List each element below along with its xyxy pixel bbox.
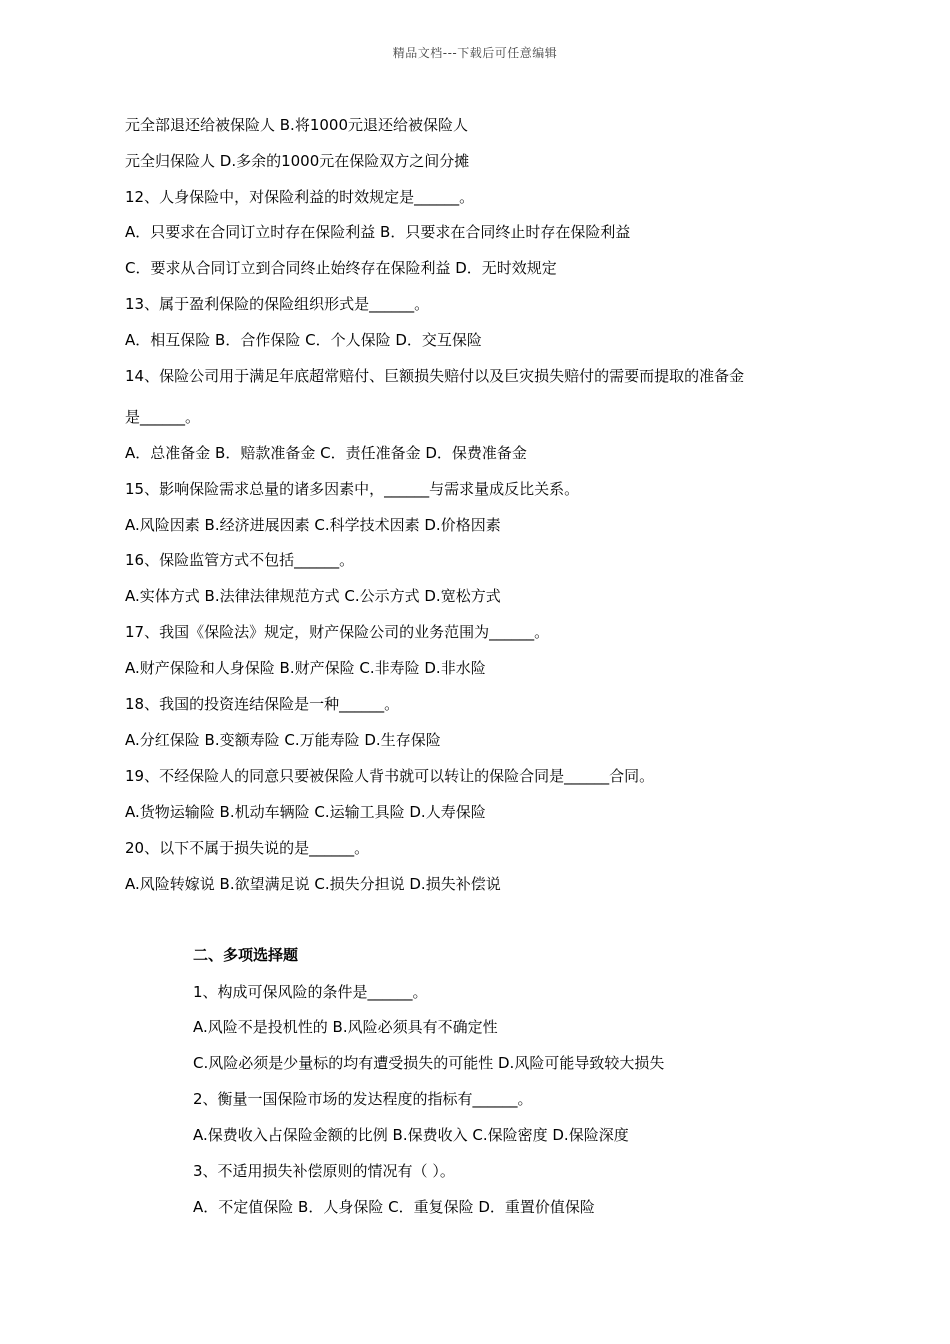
options-17: A.财产保险和人身保险 B.财产保险 C.非寿险 D.非水险 bbox=[125, 659, 486, 677]
question-16: 16、保险监管方式不包括______。 bbox=[125, 551, 355, 569]
mc-question-3: 3、不适用损失补偿原则的情况有（ ）。 bbox=[193, 1162, 455, 1180]
question-20: 20、以下不属于损失说的是______。 bbox=[125, 839, 370, 857]
question-15: 15、影响保险需求总量的诸多因素中，______与需求量成反比关系。 bbox=[125, 480, 580, 498]
question-17: 17、我国《保险法》规定，财产保险公司的业务范围为______。 bbox=[125, 623, 550, 641]
question-14: 14、保险公司用于满足年底超常赔付、巨额损失赔付以及巨灾损失赔付的需要而提取的准备金 bbox=[125, 367, 745, 385]
options-15: A.风险因素 B.经济进展因素 C.科学技术因素 D.价格因素 bbox=[125, 516, 501, 534]
options-20: A.风险转嫁说 B.欲望满足说 C.损失分担说 D.损失补偿说 bbox=[125, 875, 501, 893]
options-18: A.分红保险 B.变额寿险 C.万能寿险 D.生存保险 bbox=[125, 731, 441, 749]
question-18: 18、我国的投资连结保险是一种______。 bbox=[125, 695, 400, 713]
section-title: 二、多项选择题 bbox=[193, 946, 299, 964]
options-16: A.实体方式 B.法律法律规范方式 C.公示方式 D.宽松方式 bbox=[125, 587, 501, 605]
options-13: A．相互保险 B．合作保险 C．个人保险 D．交互保险 bbox=[125, 331, 482, 349]
question-14-cont: 是______。 bbox=[125, 408, 201, 426]
options-12-c-d: C．要求从合同订立到合同终止始终存在保险利益 D．无时效规定 bbox=[125, 259, 557, 277]
question-13: 13、属于盈利保险的保险组织形式是______。 bbox=[125, 295, 430, 313]
mc-options-1-a-b: A.风险不是投机性的 B.风险必须具有不确定性 bbox=[193, 1018, 498, 1036]
text-line: 元全部退还给被保险人 B.将1000元退还给被保险人 bbox=[125, 116, 469, 134]
mc-options-2: A.保费收入占保险金额的比例 B.保费收入 C.保险密度 D.保险深度 bbox=[193, 1126, 629, 1144]
mc-options-1-c-d: C.风险必须是少量标的均有遭受损失的可能性 D.风险可能导致较大损失 bbox=[193, 1054, 665, 1072]
question-19: 19、不经保险人的同意只要被保险人背书就可以转让的保险合同是______合同。 bbox=[125, 767, 655, 785]
text-line: 元全归保险人 D.多余的1000元在保险双方之间分摊 bbox=[125, 152, 470, 170]
options-19: A.货物运输险 B.机动车辆险 C.运输工具险 D.人寿保险 bbox=[125, 803, 486, 821]
question-12: 12、人身保险中，对保险利益的时效规定是______。 bbox=[125, 188, 475, 206]
options-14: A．总准备金 B．赔款准备金 C．责任准备金 D．保费准备金 bbox=[125, 444, 527, 462]
page-header: 精品文档---下载后可任意编辑 bbox=[392, 46, 558, 60]
options-12-a-b: A．只要求在合同订立时存在保险利益 B．只要求在合同终止时存在保险利益 bbox=[125, 223, 631, 241]
mc-question-1: 1、构成可保风险的条件是______。 bbox=[193, 983, 428, 1001]
mc-question-2: 2、衡量一国保险市场的发达程度的指标有______。 bbox=[193, 1090, 533, 1108]
mc-options-3: A．不定值保险 B．人身保险 C．重复保险 D．重置价值保险 bbox=[193, 1198, 595, 1216]
